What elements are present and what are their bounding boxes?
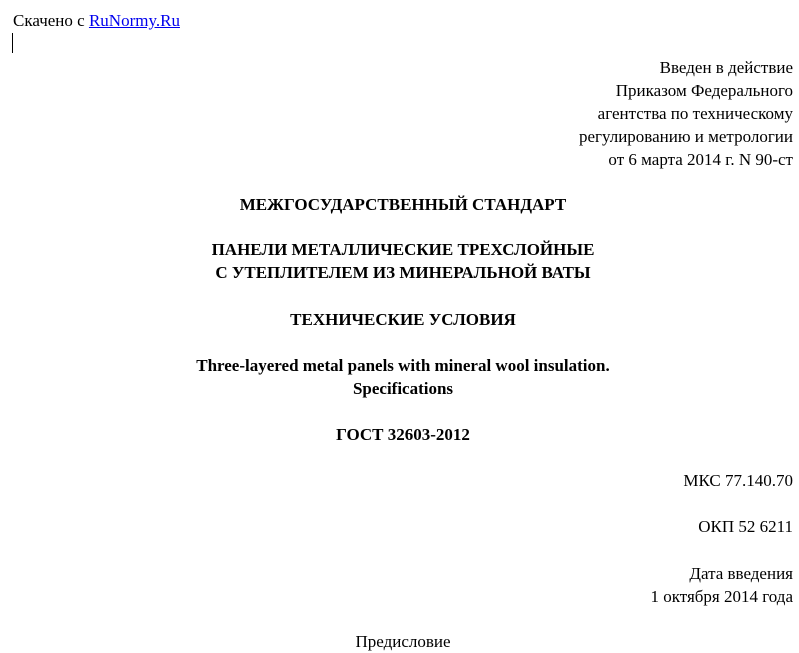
title-line-1: ПАНЕЛИ МЕТАЛЛИЧЕСКИЕ ТРЕХСЛОЙНЫЕ xyxy=(211,240,595,259)
enacted-line-3: агентства по техническому xyxy=(597,104,793,123)
english-title-line-1: Three-layered metal panels with mineral wool insulation. xyxy=(196,356,610,375)
okp-code: ОКП 52 6211 xyxy=(698,517,793,536)
subtitle: ТЕХНИЧЕСКИЕ УСЛОВИЯ xyxy=(290,310,516,329)
preface-heading: Предисловие xyxy=(355,632,451,651)
standard-type: МЕЖГОСУДАРСТВЕННЫЙ СТАНДАРТ xyxy=(239,195,567,214)
mks-code: МКС 77.140.70 xyxy=(683,471,793,490)
enacted-line-2: Приказом Федерального xyxy=(615,81,793,100)
download-source xyxy=(13,9,180,32)
intro-date-label: Дата введения xyxy=(689,564,793,583)
title-line-2: С УТЕПЛИТЕЛЕМ ИЗ МИНЕРАЛЬНОЙ ВАТЫ xyxy=(215,263,591,282)
english-title-line-2: Specifications xyxy=(352,379,454,398)
enacted-line-5: от 6 марта 2014 г. N 90-ст xyxy=(608,150,793,169)
runormy-link[interactable]: RuNormy.Ru xyxy=(88,11,180,30)
text-cursor xyxy=(12,33,13,53)
enacted-line-1: Введен в действие xyxy=(659,58,793,77)
downloaded-prefix: Скачено с xyxy=(13,11,89,30)
intro-date: 1 октября 2014 года xyxy=(650,587,793,606)
gost-number: ГОСТ 32603-2012 xyxy=(336,425,470,444)
enacted-line-4: регулированию и метрологии xyxy=(578,127,793,146)
